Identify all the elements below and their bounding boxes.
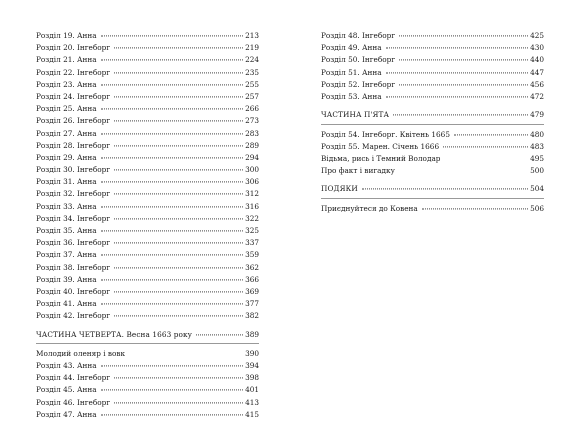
toc-entry-title: Розділ 34. Інгеборг: [36, 213, 111, 223]
toc-entry[interactable]: [321, 141, 544, 153]
toc-entry-title: Розділ 39. Анна: [36, 274, 97, 284]
dot-leader: [101, 182, 243, 183]
toc-entry[interactable]: [321, 109, 544, 121]
dot-leader: [101, 365, 243, 366]
toc-entry-page-number: 401: [245, 385, 259, 395]
right-page: [290, 0, 580, 435]
toc-entry[interactable]: [36, 54, 259, 66]
toc-entry-title: Розділ 51. Анна: [321, 67, 382, 77]
dot-leader: [386, 72, 528, 73]
toc-entry[interactable]: [36, 262, 259, 274]
dot-leader: [393, 115, 528, 116]
toc-entry[interactable]: [36, 397, 259, 409]
dot-leader: [101, 255, 243, 256]
toc-entry-page-number: 456: [530, 79, 544, 89]
toc-entry[interactable]: [36, 152, 259, 164]
toc-entry-title: Молодий оленяр і вовк: [36, 348, 126, 358]
toc-entry-title: Розділ 21. Анна: [36, 55, 97, 65]
toc-entry-title: Розділ 45. Анна: [36, 385, 97, 395]
toc-entry-page-number: 312: [245, 189, 259, 199]
toc-entry-title: Розділ 48. Інгеборг: [321, 31, 396, 40]
toc-entry-page-number: 500: [530, 166, 544, 176]
toc-entry-page-number: 447: [530, 67, 544, 77]
dot-leader: [399, 84, 528, 85]
toc-entry-page-number: 273: [245, 116, 259, 126]
toc-entry-title: Розділ 44. Інгеборг: [36, 373, 111, 383]
toc-entry[interactable]: [36, 140, 259, 152]
toc-entry[interactable]: [321, 42, 544, 54]
dot-leader: [386, 96, 528, 97]
toc-entry[interactable]: [36, 201, 259, 213]
toc-entry-page-number: 430: [530, 43, 544, 53]
dot-leader: [114, 169, 243, 170]
toc-entry-page-number: 483: [530, 141, 544, 151]
toc-entry-page-number: 322: [245, 213, 259, 223]
toc-entry-title: Розділ 54. Інгеборг. Квітень 1665: [321, 129, 450, 139]
dot-leader: [101, 230, 243, 231]
toc-entry-page-number: 266: [245, 104, 259, 114]
dot-leader: [101, 206, 243, 207]
toc-entry[interactable]: [36, 274, 259, 286]
toc-entry-title: Розділ 19. Анна: [36, 31, 97, 40]
toc-entry-title: Розділ 30. Інгеборг: [36, 165, 111, 175]
toc-entry-title: Приєднуйтеся до Ковена: [321, 203, 418, 213]
toc-entry-title: Розділ 35. Анна: [36, 226, 97, 235]
toc-entry-page-number: 382: [245, 311, 259, 321]
toc-entry[interactable]: [321, 91, 544, 103]
toc-entry[interactable]: [321, 79, 544, 91]
dot-leader: [362, 189, 528, 190]
toc-entry-page-number: 300: [245, 165, 259, 175]
dot-leader: [196, 334, 243, 335]
toc-entry-page-number: 255: [245, 79, 259, 89]
toc-entry-page-number: 479: [530, 110, 544, 120]
toc-entry-page-number: 316: [245, 201, 259, 211]
dot-leader: [114, 218, 243, 219]
dot-leader: [114, 96, 243, 97]
toc-entry-title: Розділ 24. Інгеборг: [36, 91, 111, 101]
toc-entry-page-number: 289: [245, 140, 259, 150]
toc-entry-title: Розділ 28. Інгеборг: [36, 140, 111, 150]
toc-entry-title: Розділ 47. Анна: [36, 409, 97, 419]
section-divider: [321, 196, 544, 198]
toc-entry[interactable]: [36, 286, 259, 298]
dot-leader: [454, 134, 528, 135]
toc-entry-page-number: 306: [245, 177, 259, 187]
dot-leader: [101, 109, 243, 110]
toc-entry[interactable]: [36, 115, 259, 127]
toc-entry-title: Розділ 46. Інгеборг: [36, 397, 111, 407]
dot-leader: [114, 48, 243, 49]
toc-entry-title: Розділ 37. Анна: [36, 250, 97, 260]
toc-entry-title: Розділ 43. Анна: [36, 361, 97, 371]
dot-leader: [422, 208, 528, 209]
toc-entry[interactable]: [36, 188, 259, 200]
toc-entry[interactable]: [36, 103, 259, 115]
toc-entry[interactable]: [321, 129, 544, 141]
dot-leader: [114, 145, 243, 146]
dot-leader: [101, 304, 243, 305]
toc-entry[interactable]: [36, 128, 259, 140]
toc-entry-page-number: 219: [245, 43, 259, 53]
toc-entry[interactable]: [36, 213, 259, 225]
toc-entry[interactable]: [321, 203, 544, 215]
toc-entry-page-number: 257: [245, 91, 259, 101]
toc-entry-title: Розділ 52. Інгеборг: [321, 79, 396, 89]
section-divider: [36, 342, 259, 344]
toc-entry-page-number: 337: [245, 238, 259, 248]
toc-entry[interactable]: [36, 348, 259, 360]
toc-entry[interactable]: [36, 329, 259, 341]
toc-entry-page-number: 283: [245, 128, 259, 138]
toc-entry[interactable]: [321, 54, 544, 66]
toc-entry[interactable]: [36, 67, 259, 79]
toc-entry-title: Розділ 27. Анна: [36, 128, 97, 138]
toc-entry-title: Розділ 41. Анна: [36, 299, 97, 309]
toc-entry-page-number: 425: [530, 31, 544, 40]
toc-entry-title: Розділ 36. Інгеборг: [36, 238, 111, 248]
toc-entry-title: Розділ 38. Інгеборг: [36, 262, 111, 272]
toc-entry-title: Відьма, рись і Темний Володар: [321, 153, 441, 163]
toc-entry[interactable]: [321, 67, 544, 79]
toc-entry-page-number: 369: [245, 286, 259, 296]
toc-entry-title: Розділ 25. Анна: [36, 104, 97, 114]
toc-entry[interactable]: [36, 310, 259, 322]
toc-entry-title: Розділ 53. Анна: [321, 91, 382, 101]
toc-entry-title: Розділ 22. Інгеборг: [36, 67, 111, 77]
toc-entry[interactable]: [36, 225, 259, 237]
toc-entry[interactable]: [36, 249, 259, 261]
toc-entry-page-number: 440: [530, 55, 544, 65]
toc-list-right: [321, 30, 544, 215]
toc-list-left: [36, 30, 259, 421]
dot-leader: [101, 414, 243, 415]
toc-entry-title: Розділ 33. Анна: [36, 201, 97, 211]
toc-entry-page-number: 325: [245, 226, 259, 235]
toc-entry[interactable]: [36, 298, 259, 310]
toc-entry[interactable]: [36, 384, 259, 396]
toc-entry-page-number: 480: [530, 129, 544, 139]
dot-leader: [114, 72, 243, 73]
toc-entry-page-number: 506: [530, 203, 544, 213]
toc-entry-page-number: 415: [245, 409, 259, 419]
dot-leader: [114, 243, 243, 244]
toc-entry-title: Розділ 42. Інгеборг: [36, 311, 111, 321]
toc-entry[interactable]: [36, 79, 259, 91]
dot-leader: [443, 146, 528, 147]
toc-entry[interactable]: [36, 176, 259, 188]
toc-entry-page-number: 377: [245, 299, 259, 309]
toc-entry-page-number: 366: [245, 274, 259, 284]
toc-entry[interactable]: [36, 372, 259, 384]
toc-entry[interactable]: [321, 183, 544, 195]
toc-entry-page-number: 213: [245, 31, 259, 40]
toc-entry[interactable]: [36, 30, 259, 42]
toc-entry[interactable]: [36, 237, 259, 249]
dot-leader: [101, 279, 243, 280]
toc-entry-title: Розділ 49. Анна: [321, 43, 382, 53]
section-divider: [321, 122, 544, 124]
dot-leader: [114, 267, 243, 268]
dot-leader: [114, 316, 243, 317]
toc-entry[interactable]: [36, 164, 259, 176]
toc-entry-page-number: 235: [245, 67, 259, 77]
dot-leader: [101, 35, 243, 36]
toc-entry-title: Розділ 26. Інгеборг: [36, 116, 111, 126]
toc-entry[interactable]: [36, 360, 259, 372]
toc-entry-title: Розділ 32. Інгеборг: [36, 189, 111, 199]
dot-leader: [399, 35, 528, 36]
dot-leader: [101, 157, 243, 158]
dot-leader: [101, 60, 243, 61]
toc-entry-page-number: 394: [245, 361, 259, 371]
toc-entry-page-number: 472: [530, 91, 544, 101]
toc-entry-page-number: 398: [245, 373, 259, 383]
toc-entry[interactable]: [36, 409, 259, 421]
dot-leader: [114, 291, 243, 292]
dot-leader: [386, 48, 528, 49]
toc-entry[interactable]: [321, 153, 544, 165]
toc-entry-title: Розділ 40. Інгеборг: [36, 286, 111, 296]
toc-entry-title: ПОДЯКИ: [321, 184, 358, 194]
toc-entry-title: Розділ 20. Інгеборг: [36, 43, 111, 53]
toc-entry-page-number: 294: [245, 152, 259, 162]
toc-entry-title: Розділ 50. Інгеборг: [321, 55, 396, 65]
dot-leader: [114, 402, 243, 403]
toc-entry-page-number: 224: [245, 55, 259, 65]
dot-leader: [114, 378, 243, 379]
toc-entry-page-number: 413: [245, 397, 259, 407]
toc-entry-title: Розділ 29. Анна: [36, 152, 97, 162]
toc-entry[interactable]: [36, 91, 259, 103]
toc-entry-page-number: 504: [530, 184, 544, 194]
toc-entry-page-number: 359: [245, 250, 259, 260]
toc-entry[interactable]: [321, 30, 544, 42]
toc-entry-page-number: 390: [245, 348, 259, 358]
toc-entry-title: ЧАСТИНА ЧЕТВЕРТА. Весна 1663 року: [36, 329, 193, 339]
toc-entry[interactable]: [321, 165, 544, 177]
toc-entry[interactable]: [36, 42, 259, 54]
toc-entry-title: Про факт і вигадку: [321, 166, 395, 176]
dot-leader: [101, 390, 243, 391]
dot-leader: [101, 84, 243, 85]
toc-entry-title: ЧАСТИНА П'ЯТА: [321, 110, 390, 120]
dot-leader: [114, 194, 243, 195]
toc-entry-page-number: 362: [245, 262, 259, 272]
toc-entry-title: Розділ 55. Марен. Січень 1666: [321, 141, 440, 151]
toc-entry-title: Розділ 31. Анна: [36, 177, 97, 187]
toc-entry-page-number: 389: [245, 329, 259, 339]
toc-entry-page-number: 495: [530, 153, 544, 163]
dot-leader: [114, 121, 243, 122]
toc-entry-title: Розділ 23. Анна: [36, 79, 97, 89]
dot-leader: [101, 133, 243, 134]
dot-leader: [399, 60, 528, 61]
